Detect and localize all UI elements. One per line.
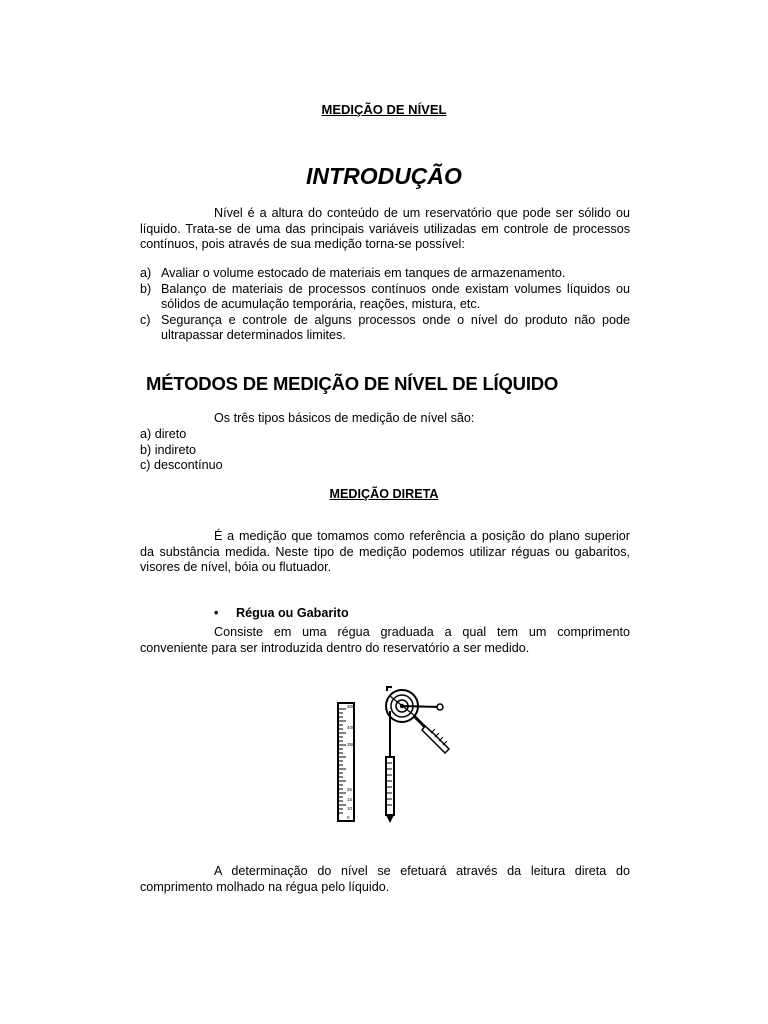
methods-intro-text: Os três tipos básicos de medição de nível são: — [214, 411, 475, 425]
tape-plumb-icon — [386, 711, 394, 823]
scale-label: 300 — [347, 704, 355, 709]
closing-paragraph — [140, 864, 630, 895]
list-item — [140, 266, 630, 282]
direct-paragraph — [140, 529, 630, 576]
scale-label: 10 — [347, 806, 353, 811]
list-item-text: Balanço de materiais de processos contínuos onde existam volumes líquidos ou sólidos de acumulação temporária, reações, mistura, etc. — [161, 281, 630, 312]
list-item-text: Avaliar o volume estocado de materiais em tanques de armazenamento. — [161, 266, 566, 280]
intro-paragraph — [140, 206, 630, 253]
scale-label: 350 — [347, 742, 355, 747]
direct-paragraph-text: É a medição que tomamos como referência a posição do plano superior da substância medida. Neste tipo de medição podemos utilizar réguas ou gabaritos, visores de nível, bóia ou flutuador. — [140, 529, 630, 575]
intro-heading: INTRODUÇÃO — [306, 163, 462, 189]
intro-paragraph-text: Nível é a altura do conteúdo de um reservatório que pode ser sólido ou líquido. Trata-se de uma das principais variáveis utilizadas em controle de processos contínuos, pois através de sua medição torna-se possível: — [140, 206, 630, 252]
scale-label: 15 — [347, 797, 353, 802]
list-marker: a) — [140, 266, 152, 280]
list-item — [140, 282, 630, 313]
ruler-ticks — [338, 709, 346, 813]
list-item: a) direto — [140, 427, 187, 441]
ruler-paragraph — [140, 625, 630, 656]
list-item-text: Segurança e controle de alguns processos onde o nível do produto não pode ultrapassar determinados limites. — [161, 312, 630, 343]
list-item — [140, 313, 630, 344]
closing-paragraph-text: A determinação do nível se efetuará através da leitura direta do comprimento molhado na régua pelo líquido. — [140, 864, 630, 894]
scale-label: 25 — [347, 787, 353, 792]
scale-label: 400 — [347, 725, 355, 730]
intro-list — [140, 266, 630, 344]
list-item: c) descontínuo — [140, 458, 223, 473]
ruler-paragraph-text: Consiste em uma régua graduada a qual tem um comprimento conveniente para ser introduzida dentro do reservatório a ser medido. — [140, 625, 630, 655]
scale-label: 0 — [347, 815, 350, 820]
ruler-gauge-illustration — [332, 683, 462, 828]
list-marker: c) — [140, 312, 151, 327]
methods-heading: MÉTODOS DE MEDIÇÃO DE NÍVEL DE LÍQUIDO — [146, 373, 559, 394]
document-title: MEDIÇÃO DE NÍVEL — [321, 102, 447, 117]
bullet-heading — [214, 606, 349, 620]
list-item: b) indireto — [140, 442, 197, 457]
methods-types-list — [140, 427, 223, 474]
bullet-icon: • — [214, 606, 219, 620]
methods-intro — [140, 411, 630, 427]
list-marker: b) — [140, 281, 152, 296]
direct-measurement-heading: MEDIÇÃO DIRETA — [329, 487, 439, 501]
bullet-heading-text: Régua ou Gabarito — [236, 606, 349, 620]
tape-reel-icon — [386, 687, 449, 753]
